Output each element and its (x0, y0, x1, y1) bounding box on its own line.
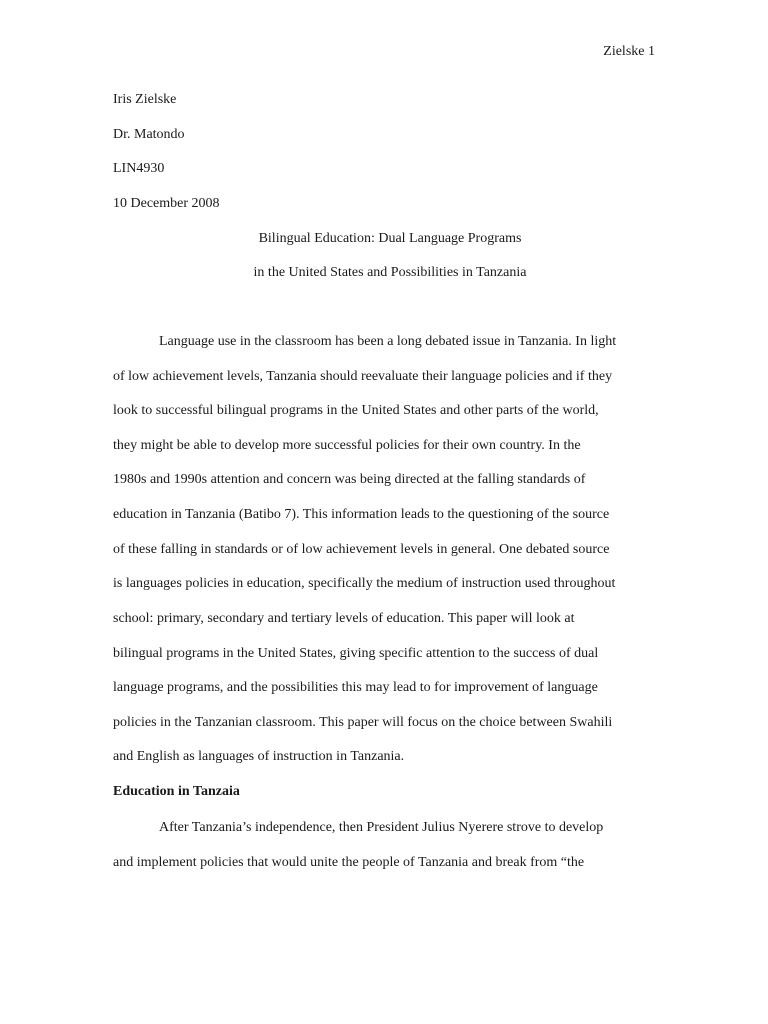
paragraph-line: language programs, and the possibilities this may lead to for improvement of language (113, 680, 598, 695)
paragraph-line: Language use in the classroom has been a long debated issue in Tanzania. In light (159, 334, 617, 349)
running-head: Zielske 1 (603, 44, 655, 59)
title-line-1: Bilingual Education: Dual Language Programs (258, 231, 522, 246)
paragraph-line: look to successful bilingual programs in the United States and other parts of the world, (113, 403, 599, 418)
instructor-name: Dr. Matondo (113, 127, 185, 142)
paragraph-line: and English as languages of instruction in Tanzania. (113, 749, 405, 764)
paragraph-line: they might be able to develop more successful policies for their own country. In the (113, 438, 581, 453)
paragraph-line: education in Tanzania (Batibo 7). This information leads to the questioning of the source (113, 507, 610, 522)
paragraph-line: After Tanzania’s independence, then President Julius Nyerere strove to develop (159, 820, 604, 835)
section-heading: Education in Tanzaia (113, 784, 240, 799)
title-line-2: in the United States and Possibilities in Tanzania (253, 265, 527, 280)
author-name: Iris Zielske (113, 92, 177, 107)
paragraph-line: policies in the Tanzanian classroom. This paper will focus on the choice between Swahili (113, 715, 613, 730)
paragraph-line: bilingual programs in the United States, giving specific attention to the success of dual (113, 646, 599, 661)
paragraph-line: and implement policies that would unite the people of Tanzania and break from “the (113, 855, 585, 870)
paragraph-line: is languages policies in education, specifically the medium of instruction used throughout (113, 576, 616, 591)
paragraph-line: of these falling in standards or of low achievement levels in general. One debated source (113, 542, 610, 557)
submission-date: 10 December 2008 (113, 196, 220, 211)
paragraph-line: 1980s and 1990s attention and concern was being directed at the falling standards of (113, 472, 586, 487)
paragraph-line: of low achievement levels, Tanzania should reevaluate their language policies and if they (113, 369, 613, 384)
course-code: LIN4930 (113, 161, 165, 176)
paragraph-line: school: primary, secondary and tertiary levels of education. This paper will look at (113, 611, 575, 626)
